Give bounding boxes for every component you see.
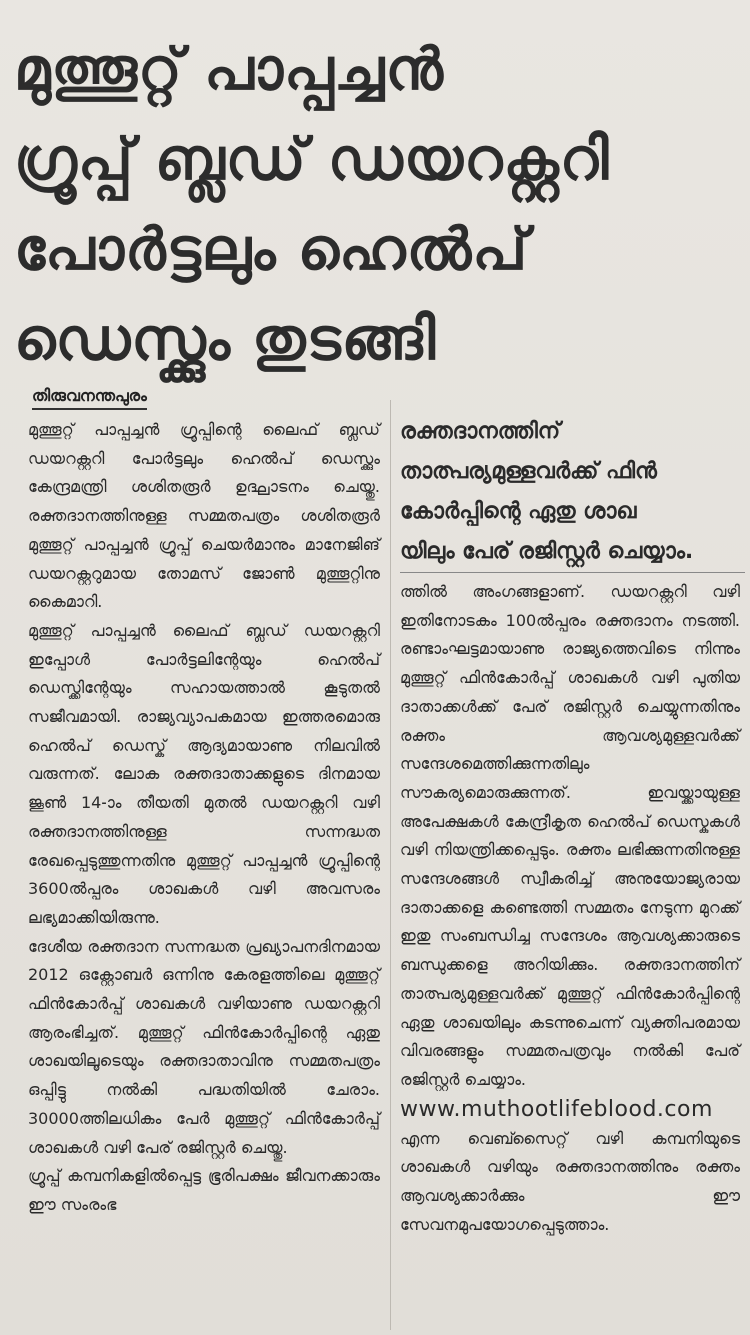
- article-left-column: [28, 416, 380, 1220]
- pull-quote: [400, 412, 745, 572]
- pull-quote-line: യിലും പേര് രജിസ്റ്റർ ചെയ്യാം.: [400, 539, 694, 564]
- dateline: തിരുവനന്തപുരം: [32, 386, 147, 410]
- article-paragraph: ദേശീയ രക്തദാന സന്നദ്ധത പ്രഖ്യാപനദിനമായ 2012 ഒക്റ്റോബർ ഒന്നിനു കേരളത്തിലെ മുത്തൂറ്റ് ഫിൻകോർപ്പ് ശാഖകൾ വഴിയാണു ഡയറക്റ്ററി ആരംഭിച്ചത്. മുത്തൂറ്റ് ഫിൻകോർപ്പിന്റെ ഏതു ശാഖയിലൂടെയും രക്തദാതാവിനു സമ്മതപത്രം ഒപ്പിട്ടു നൽകി പദ്ധതിയിൽ ചേരാം. 30000ത്തിലധികം പേർ മുത്തൂറ്റ് ഫിൻകോർപ്പ് ശാഖകൾ വഴി പേര് രജിസ്റ്റർ ചെയ്തു.: [28, 936, 380, 1157]
- column-divider: [390, 400, 391, 1330]
- pull-quote-line: താത്പര്യമുള്ളവർക്ക് ഫിൻ: [400, 459, 657, 484]
- headline-line: ഡെസ്ക്കും തുടങ്ങി: [14, 305, 437, 373]
- website-url: www.muthootlifeblood.com: [400, 1096, 713, 1122]
- article-right-column: [400, 578, 740, 1239]
- headline: [14, 24, 739, 384]
- headline-line: ഗ്രൂപ്പ് ബ്ലഡ് ഡയറക്റ്ററി: [14, 125, 610, 193]
- article-paragraph: മുത്തൂറ്റ് പാപ്പച്ചൻ ലൈഫ് ബ്ലഡ് ഡയറക്റ്ററി ഇപ്പോൾ പോർട്ടലിന്റേയും ഹെൽപ് ഡെസ്ക്കിന്റേയും സഹായത്താൽ കൂടുതൽ സജീവമായി. രാജ്യവ്യാപകമായ ഇത്തരമൊരു ഹെൽപ് ഡെസ്ക് ആദ്യമായാണു നിലവിൽ വരുന്നത്. ലോക രക്തദാതാക്കളുടെ ദിനമായ ജൂൺ 14-ാം തീയതി മുതൽ ഡയറക്റ്ററി വഴി രക്തദാനത്തിനുള്ള സന്നദ്ധത രേഖപ്പെടുത്തുന്നതിനു മുത്തൂറ്റ് പാപ്പച്ചൻ ഗ്രൂപ്പിന്റെ 3600ൽപ്പരം ശാഖകൾ വഴി അവസരം ലഭ്യമാക്കിയിരുന്നു.: [28, 620, 380, 927]
- article-paragraph: മുത്തൂറ്റ് പാപ്പച്ചൻ ഗ്രൂപ്പിന്റെ ലൈഫ് ബ്ലഡ് ഡയറക്റ്ററി പോർട്ടലും ഹെൽപ് ഡെസ്ക്കും കേന്ദ്രമന്ത്രി ശശിതരൂർ ഉദ്ഘാടനം ചെയ്തു. രക്തദാനത്തിനുള്ള സമ്മതപത്രം ശശിതരൂർ മുത്തൂറ്റ് പാപ്പച്ചൻ ഗ്രൂപ്പ് ചെയർമാനും മാനേജിങ് ഡയറക്റ്ററുമായ തോമസ് ജോൺ മുത്തൂറ്റിനു കൈമാറി.: [28, 420, 380, 612]
- article-paragraph: എന്ന വെബ്സൈറ്റ് വഴി കമ്പനിയുടെ ശാഖകൾ വഴിയും രക്തദാനത്തിനും രക്തം ആവശ്യക്കാർക്കും ഈ സേവനമുപയോഗപ്പെടുത്താം.: [400, 1128, 740, 1234]
- headline-line: മുത്തൂറ്റ് പാപ്പച്ചൻ: [14, 35, 444, 103]
- pull-quote-line: രക്തദാനത്തിന്: [400, 419, 561, 444]
- article-paragraph: ത്തിൽ അംഗങ്ങളാണ്. ഡയറക്റ്ററി വഴി ഇതിനോടകം 100ൽപ്പരം രക്തദാനം നടത്തി. രണ്ടാംഘട്ടമായാണു രാജ്യത്തെവിടെ നിന്നും മുത്തൂറ്റ് ഫിൻകോർപ്പ് ശാഖകൾ വഴി പുതിയ ദാതാക്കൾക്ക് പേര് രജിസ്റ്റർ ചെയ്യുന്നതിനും രക്തം ആവശ്യമുള്ളവർക്ക് സന്ദേശമെത്തിക്കുന്നതിലും സൗകര്യമൊരുക്കുന്നത്. ഇവയ്ക്കായുള്ള അപേക്ഷകൾ കേന്ദ്രീകൃത ഹെൽപ് ഡെസ്കുകൾ വഴി നിയന്ത്രിക്കപ്പെടും. രക്തം ലഭിക്കുന്നതിനുള്ള സന്ദേശങ്ങൾ സ്വീകരിച്ച് അനുയോജ്യരായ ദാതാക്കളെ കണ്ടെത്തി സമ്മതം നേടുന്ന മുറക്ക് ഇതു സംബന്ധിച്ച സന്ദേശം ആവശ്യക്കാരുടെ ബന്ധുക്കളെ അറിയിക്കും. രക്തദാനത്തിന് താത്പര്യമുള്ളവർക്ക് മുത്തൂറ്റ് ഫിൻകോർപ്പിന്റെ ഏതു ശാഖയിലും കടന്നുചെന്ന് വ്യക്തിപരമായ വിവരങ്ങളും സമ്മതപത്രവും നൽകി പേര് രജിസ്റ്റർ ചെയ്യാം.: [400, 582, 740, 1089]
- article-paragraph: ഗ്രൂപ്പ് കമ്പനികളിൽപ്പെട്ട ഭൂരിപക്ഷം ജീവനക്കാരും ഈ സംരംഭ: [28, 1166, 380, 1214]
- headline-line: പോർട്ടലും ഹെൽപ്: [14, 215, 529, 283]
- pull-quote-rule: [400, 572, 745, 573]
- pull-quote-line: കോർപ്പിന്റെ ഏതു ശാഖ: [400, 499, 637, 524]
